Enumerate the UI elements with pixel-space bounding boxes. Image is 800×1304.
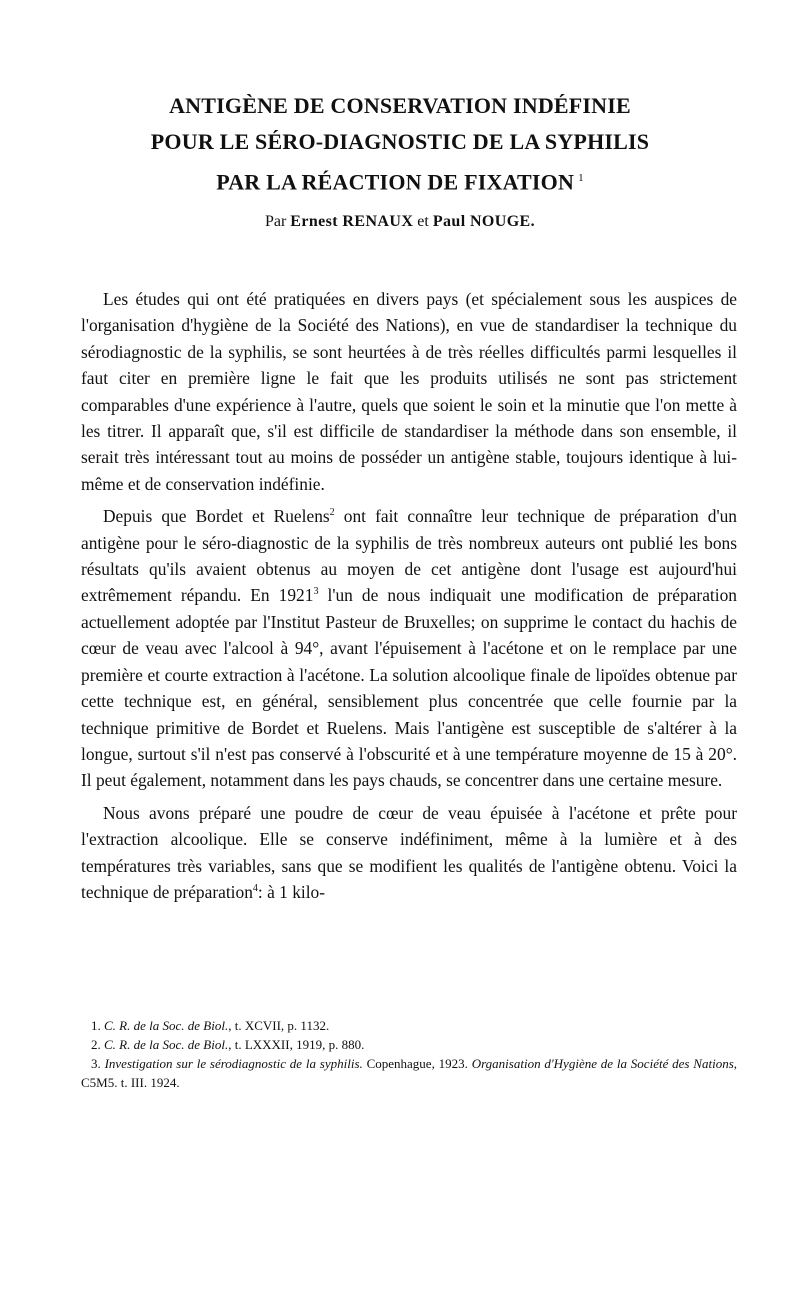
byline-et: et [417, 213, 429, 230]
footnote-2-journal: C. R. de la Soc. de Biol. [104, 1037, 229, 1052]
paragraph-2-part-c: l'un de nous indiquait une modification de préparation actuellement adoptée par l'Institut Pasteur de Bruxelles; on supprime le contact du hachis de cœur de veau avec l'alcool à 94°, avant l'épuisement à l'acétone et on le remplace par une première et courte extraction à l'acétone. La solution alcoolique finale de lipoïdes obtenue par cette technique est, en général, sensiblement plus concentrée que celle fournie par la technique primitive de Bordet et Ruelens. Mais l'antigène est susceptible de s'altérer à la longue, surtout s'il n'est pas conservé à l'obscurité et à une température moyenne de 15 à 20°. Il peut également, notamment dans les pays chauds, se concentrer dans une certaine mesure. [81, 585, 737, 791]
paragraph-3 [81, 800, 737, 906]
footnote-ref-2: 2 [329, 507, 335, 519]
article-body [81, 286, 737, 911]
footnote-ref-3: 3 [313, 586, 319, 598]
footnote-2-ref: , t. LXXXII, 1919, p. 880. [228, 1037, 365, 1052]
paragraph-3-part-b: : à 1 kilo- [257, 881, 326, 902]
footnote-2-number: 2. [91, 1037, 101, 1052]
footnote-2 [81, 1035, 737, 1054]
byline [60, 210, 740, 234]
footnote-3-org: Organisation d'Hygiène de la Société des Nations [471, 1056, 734, 1071]
title-line-3-text: PAR LA RÉACTION DE FIXATION [216, 169, 575, 195]
footnote-3-place: Copenhague, 1923. [362, 1056, 472, 1071]
footnote-ref-4: 4 [252, 883, 258, 895]
footnote-1-ref: , t. XCVII, p. 1132. [228, 1018, 330, 1033]
title-line-2: POUR LE SÉRO-DIAGNOSTIC DE LA SYPHILIS [150, 129, 650, 154]
footnote-3-number: 3. [91, 1056, 101, 1071]
title-line-3 [60, 160, 740, 200]
footnotes [81, 1016, 737, 1092]
footnote-1-journal: C. R. de la Soc. de Biol. [104, 1018, 229, 1033]
byline-par: Par [264, 213, 287, 230]
paragraph-2 [81, 503, 737, 793]
author-1: Ernest RENAUX [290, 213, 414, 230]
paragraph-3-part-a: Nous avons préparé une poudre de cœur de veau épuisée à l'acétone et prête pour l'extraction alcoolique. Elle se conserve indéfiniment, même à la lumière et à des températures très variables, sans que se modifient les qualités de l'antigène obtenu. Voici la technique de préparation [81, 802, 737, 902]
footnote-3-ref: , C5M5. t. III. 1924. [81, 1056, 738, 1090]
footnote-3-title: Investigation sur le sérodiagnostic de la syphilis. [104, 1056, 363, 1071]
author-2: Paul NOUGE. [432, 213, 536, 230]
title-footnote-mark: 1 [578, 172, 584, 184]
footnote-3 [81, 1054, 737, 1092]
footnote-1 [81, 1016, 737, 1035]
paragraph-1: Les études qui ont été pratiquées en divers pays (et spécialement sous les auspices de l'organisation d'hygiène de la Société des Nations), en vue de standardiser la technique du sérodiagnostic de la syphilis, se sont heurtées à de très réelles difficultés parmi lesquelles il faut citer en première ligne le fait que les produits utilisés ne sont pas strictement comparables d'une expérience à l'autre, quels que soient le soin et la minutie que l'on mette à les titrer. Il apparaît que, s'il est difficile de standardiser la méthode dans son ensemble, il serait très intéressant tout au moins de posséder un antigène stable, toujours identique à lui-même et de conservation indéfinie. [81, 289, 737, 494]
title-line-1: ANTIGÈNE DE CONSERVATION INDÉFINIE [169, 93, 631, 118]
paragraph-2-part-b: ont fait connaître leur technique de préparation d'un antigène pour le séro-diagnostic de la syphilis de très nombreux auteurs ont publié les bons résultats qu'ils avaient obtenus au moyen de cet antigène dont l'usage est aujourd'hui extrêmement répandu. En 1921 [81, 506, 737, 606]
paragraph-2-part-a: Depuis que Bordet et Ruelens [103, 506, 330, 527]
footnote-1-number: 1. [91, 1018, 101, 1033]
article-title [60, 88, 740, 200]
